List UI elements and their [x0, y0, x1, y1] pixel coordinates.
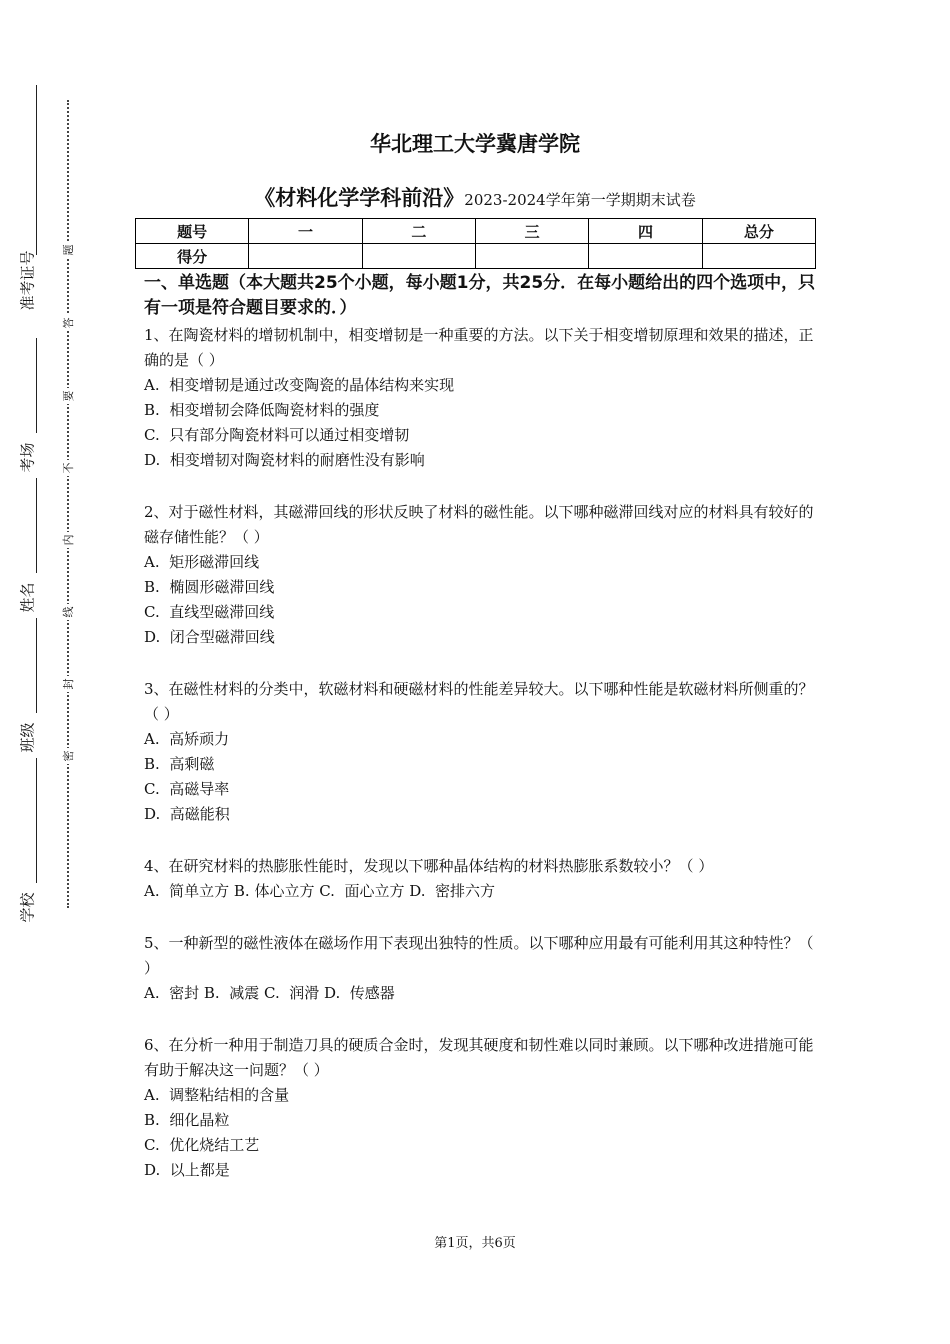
exam-id-label: 准考证号 [18, 250, 37, 311]
score-header-cell: 一 [249, 219, 362, 244]
question-option: D. 以上都是 [144, 1161, 230, 1179]
question-option: C. 高磁导率 [144, 780, 230, 798]
question-stem: 6、在分析一种用于制造刀具的硬质合金时，发现其硬度和韧性难以同时兼顾。以下哪种改进措施可能有助于解决这一问题？（ ） [144, 1036, 814, 1079]
school-title: 华北理工大学冀唐学院 [370, 132, 580, 156]
question-1 [144, 323, 816, 473]
score-table [135, 218, 816, 269]
score-header-cell: 题号 [136, 219, 249, 244]
score-cell [702, 244, 815, 269]
class-label: 班级 [18, 722, 37, 753]
question-stem: 4、在研究材料的热膨胀性能时，发现以下哪种晶体结构的材料热膨胀系数较小？（ ） [144, 857, 714, 875]
question-option: C. 直线型磁滞回线 [144, 603, 275, 621]
seal-char: 要 [60, 388, 76, 404]
score-header-cell: 四 [589, 219, 702, 244]
question-4 [144, 854, 816, 904]
write-line [36, 758, 37, 883]
seal-char: 内 [60, 532, 76, 548]
score-cell [589, 244, 702, 269]
question-option: A. 高矫顽力 [144, 730, 230, 748]
question-6 [144, 1033, 816, 1183]
score-header-cell: 三 [475, 219, 588, 244]
question-option: A. 相变增韧是通过改变陶瓷的晶体结构来实现 [144, 376, 455, 394]
question-5 [144, 931, 816, 1006]
question-stem: 5、一种新型的磁性液体在磁场作用下表现出独特的性质。以下哪种应用最有可能利用其这种特性？（ ） [144, 934, 814, 977]
question-option: D. 相变增韧对陶瓷材料的耐磨性没有影响 [144, 451, 425, 469]
question-option: B. 椭圆形磁滞回线 [144, 578, 275, 596]
seal-char: 答 [60, 315, 76, 331]
question-option: B. 相变增韧会降低陶瓷材料的强度 [144, 401, 380, 419]
section-title: 一、单选题（本大题共25个小题，每小题1分，共25分．在每小题给出的四个选项中，只有一项是符合题目要求的．） [144, 273, 816, 318]
question-3 [144, 677, 816, 827]
write-line [36, 85, 37, 255]
question-2 [144, 500, 816, 650]
question-stem: 1、在陶瓷材料的增韧机制中，相变增韧是一种重要的方法。以下关于相变增韧原理和效果的描述，正确的是（ ） [144, 326, 814, 369]
exam-subtitle [0, 182, 950, 212]
seal-char: 线 [60, 604, 76, 620]
score-table-score-row [136, 244, 816, 269]
score-row-label: 得分 [136, 244, 249, 269]
student-name-label: 姓名 [18, 582, 37, 613]
write-line [36, 618, 37, 713]
seal-char: 封 [60, 676, 76, 692]
question-option: A. 调整粘结相的含量 [144, 1086, 290, 1104]
score-header-cell: 总分 [702, 219, 815, 244]
question-stem: 2、对于磁性材料，其磁滞回线的形状反映了材料的磁性能。以下哪种磁滞回线对应的材料具有较好的磁存储性能？（ ） [144, 503, 814, 546]
score-cell [475, 244, 588, 269]
question-option: A. 密封 B. 减震 C. 润滑 D. 传感器 [144, 984, 395, 1002]
school-label: 学校 [18, 892, 37, 923]
exam-term: 2023-2024学年第一学期期末试卷 [464, 191, 696, 209]
question-option: A. 矩形磁滞回线 [144, 553, 260, 571]
write-line [36, 478, 37, 573]
exam-room-label: 考场 [18, 442, 37, 473]
question-option: B. 高剩磁 [144, 755, 215, 773]
question-option: C. 优化烧结工艺 [144, 1136, 260, 1154]
question-stem: 3、在磁性材料的分类中，软磁材料和硬磁材料的性能差异较大。以下哪种性能是软磁材料所侧重的？（ ） [144, 680, 814, 723]
seal-char: 密 [60, 748, 76, 764]
score-cell [249, 244, 362, 269]
score-table-header-row [136, 219, 816, 244]
question-option: C. 只有部分陶瓷材料可以通过相变增韧 [144, 426, 410, 444]
question-option: D. 高磁能积 [144, 805, 230, 823]
course-name: 《材料化学学科前沿》 [254, 186, 465, 210]
write-line [36, 338, 37, 433]
seal-char: 题 [60, 242, 76, 258]
exam-content [144, 271, 816, 1183]
question-option: A. 简单立方 B. 体心立方 C. 面心立方 D. 密排六方 [144, 882, 496, 900]
score-header-cell: 二 [362, 219, 475, 244]
page-number: 第1页，共6页 [434, 1236, 516, 1251]
question-option: D. 闭合型磁滞回线 [144, 628, 275, 646]
seal-dotted-line [67, 100, 69, 908]
score-cell [362, 244, 475, 269]
question-option: B. 细化晶粒 [144, 1111, 230, 1129]
seal-char: 不 [60, 460, 76, 476]
